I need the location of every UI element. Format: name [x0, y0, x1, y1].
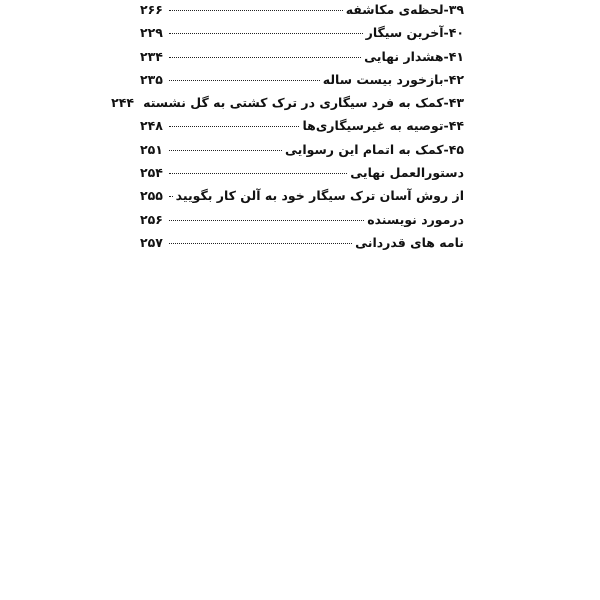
toc-entry-title: درمورد نویسنده [367, 211, 464, 227]
toc-entry [111, 95, 464, 118]
toc-entry [140, 188, 464, 211]
toc-entry [140, 25, 464, 48]
dot-leader [169, 80, 320, 81]
table-of-contents [111, 2, 464, 258]
toc-entry-title: ۴۱-هشدار نهایی [364, 48, 464, 64]
toc-entry [140, 235, 464, 258]
toc-entry-title: ۴۴-توصیه به غیرسیگاری‌ها [302, 118, 464, 134]
dot-leader [169, 220, 364, 221]
toc-entry-page: ۲۲۹ [140, 25, 163, 41]
toc-entry-page: ۲۵۶ [140, 211, 163, 227]
dot-leader [169, 173, 347, 174]
dot-leader [169, 196, 173, 197]
toc-entry-page: ۲۵۷ [140, 234, 163, 250]
toc-entry-page: ۲۳۵ [140, 71, 163, 87]
toc-entry [140, 49, 464, 72]
dot-leader [169, 10, 343, 11]
toc-entry-title: ۴۳-کمک به فرد سیگاری در ترک کشتی به گل نشسته [143, 95, 464, 111]
dot-leader [169, 33, 363, 34]
dot-leader [169, 150, 282, 151]
toc-entry-page: ۲۶۶ [140, 2, 163, 17]
toc-entry-title: ۴۵-کمک به اتمام این رسوایی [285, 141, 464, 157]
toc-entry [140, 212, 464, 235]
toc-entry [140, 118, 464, 141]
dot-leader [169, 126, 299, 127]
toc-entry-title: ۳۹-لحظه‌ی مکاشفه [345, 2, 464, 17]
toc-entry [140, 2, 464, 25]
toc-entry [140, 72, 464, 95]
toc-entry-title: از روش آسان ترک سیگار خود به آلن کار بگویید [175, 188, 464, 204]
toc-entry-page: ۲۵۵ [140, 188, 163, 204]
toc-entry-page: ۲۵۴ [140, 165, 163, 181]
dot-leader [169, 57, 361, 58]
toc-entry-title: نامه های قدردانی [355, 234, 464, 250]
toc-entry-title: دستورالعمل نهایی [350, 165, 464, 181]
toc-entry-title: ۴۲-بازخورد بیست ساله [322, 71, 464, 87]
toc-entry-page: ۲۳۴ [140, 48, 163, 64]
dot-leader [169, 243, 352, 244]
toc-entry-page: ۲۵۱ [140, 141, 163, 157]
toc-entry [140, 142, 464, 165]
toc-entry [140, 165, 464, 188]
toc-entry-title: ۴۰-آخرین سیگار [365, 25, 464, 41]
toc-entry-page: ۲۴۴ [111, 95, 135, 111]
toc-entry-page: ۲۴۸ [140, 118, 163, 134]
